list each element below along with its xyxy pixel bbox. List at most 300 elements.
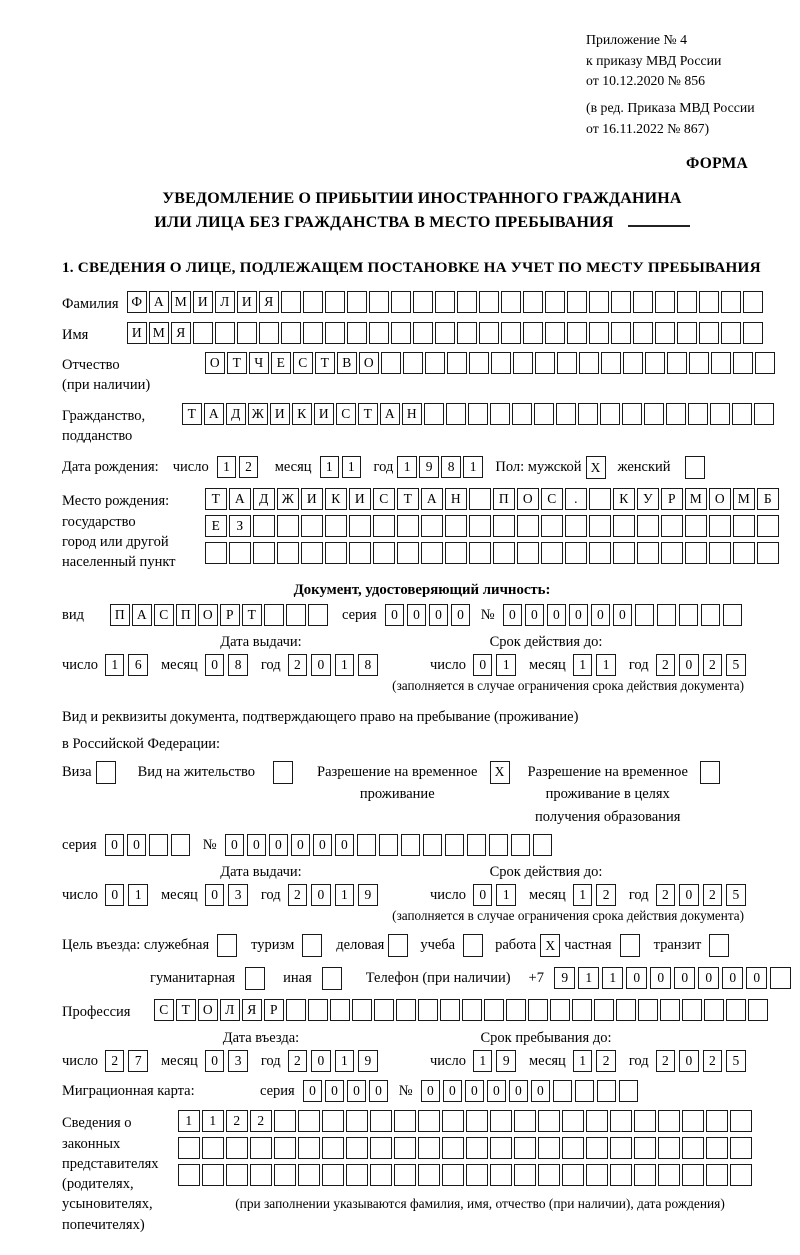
char-cell[interactable]: 0: [421, 1080, 441, 1102]
char-cell[interactable]: 0: [679, 654, 699, 676]
char-cell[interactable]: С: [541, 488, 563, 510]
char-cell[interactable]: [597, 1080, 617, 1102]
char-cell[interactable]: 0: [311, 1050, 331, 1072]
char-cell[interactable]: [303, 291, 323, 313]
char-cell[interactable]: 0: [205, 1050, 225, 1072]
char-cell[interactable]: [748, 999, 768, 1021]
char-cell[interactable]: М: [149, 322, 169, 344]
char-cell[interactable]: [538, 1137, 560, 1159]
char-cell[interactable]: [578, 403, 598, 425]
char-cell[interactable]: [298, 1137, 320, 1159]
char-cell[interactable]: [523, 322, 543, 344]
char-cell[interactable]: [226, 1137, 248, 1159]
char-cell[interactable]: [302, 934, 322, 957]
char-cell[interactable]: [286, 999, 306, 1021]
char-cell[interactable]: [635, 604, 655, 626]
char-cell[interactable]: [586, 1164, 608, 1186]
char-cell[interactable]: 6: [128, 654, 148, 676]
char-cell[interactable]: Ф: [127, 291, 147, 313]
char-cell[interactable]: 1: [573, 1050, 593, 1072]
char-cell[interactable]: 0: [473, 654, 493, 676]
char-cell[interactable]: Т: [176, 999, 196, 1021]
char-cell[interactable]: [479, 291, 499, 313]
char-cell[interactable]: [462, 999, 482, 1021]
char-cell[interactable]: [277, 515, 299, 537]
char-cell[interactable]: В: [337, 352, 357, 374]
char-cell[interactable]: [610, 1137, 632, 1159]
char-cell[interactable]: [657, 604, 677, 626]
char-cell[interactable]: [589, 322, 609, 344]
char-cell[interactable]: 0: [407, 604, 427, 626]
char-cell[interactable]: [298, 1164, 320, 1186]
char-cell[interactable]: О: [198, 604, 218, 626]
char-cell[interactable]: Н: [402, 403, 422, 425]
char-cell[interactable]: [557, 352, 577, 374]
char-cell[interactable]: 0: [487, 1080, 507, 1102]
char-cell[interactable]: 0: [674, 967, 696, 989]
char-cell[interactable]: Т: [242, 604, 262, 626]
char-cell[interactable]: [677, 291, 697, 313]
char-cell[interactable]: 2: [656, 884, 676, 906]
char-cell[interactable]: [579, 352, 599, 374]
char-cell[interactable]: 0: [313, 834, 333, 856]
char-cell[interactable]: [469, 488, 491, 510]
char-cell[interactable]: [357, 834, 377, 856]
char-cell[interactable]: А: [132, 604, 152, 626]
char-cell[interactable]: 2: [656, 1050, 676, 1072]
char-cell[interactable]: [723, 604, 743, 626]
char-cell[interactable]: [217, 934, 237, 957]
char-cell[interactable]: 1: [335, 1050, 355, 1072]
char-cell[interactable]: [594, 999, 614, 1021]
char-cell[interactable]: [726, 999, 746, 1021]
char-cell[interactable]: [325, 322, 345, 344]
char-cell[interactable]: И: [237, 291, 257, 313]
char-cell[interactable]: [611, 322, 631, 344]
char-cell[interactable]: 3: [228, 1050, 248, 1072]
char-cell[interactable]: [685, 542, 707, 564]
char-cell[interactable]: [634, 1137, 656, 1159]
char-cell[interactable]: [490, 1137, 512, 1159]
char-cell[interactable]: [424, 403, 444, 425]
char-cell[interactable]: [490, 403, 510, 425]
char-cell[interactable]: [373, 515, 395, 537]
char-cell[interactable]: [682, 1110, 704, 1132]
char-cell[interactable]: И: [301, 488, 323, 510]
char-cell[interactable]: [677, 322, 697, 344]
char-cell[interactable]: [397, 515, 419, 537]
char-cell[interactable]: Т: [205, 488, 227, 510]
char-cell[interactable]: С: [154, 604, 174, 626]
char-cell[interactable]: [370, 1164, 392, 1186]
char-cell[interactable]: [634, 1164, 656, 1186]
char-cell[interactable]: [418, 1110, 440, 1132]
char-cell[interactable]: [600, 403, 620, 425]
char-cell[interactable]: 0: [205, 654, 225, 676]
char-cell[interactable]: 9: [496, 1050, 516, 1072]
char-cell[interactable]: И: [127, 322, 147, 344]
char-cell[interactable]: [178, 1137, 200, 1159]
char-cell[interactable]: [682, 1137, 704, 1159]
char-cell[interactable]: [721, 291, 741, 313]
char-cell[interactable]: Т: [182, 403, 202, 425]
char-cell[interactable]: [730, 1137, 752, 1159]
char-cell[interactable]: [709, 515, 731, 537]
char-cell[interactable]: К: [613, 488, 635, 510]
char-cell[interactable]: [743, 291, 763, 313]
char-cell[interactable]: 1: [573, 884, 593, 906]
char-cell[interactable]: 0: [679, 1050, 699, 1072]
char-cell[interactable]: 0: [650, 967, 672, 989]
char-cell[interactable]: [281, 291, 301, 313]
char-cell[interactable]: М: [685, 488, 707, 510]
char-cell[interactable]: [446, 403, 466, 425]
char-cell[interactable]: 9: [554, 967, 576, 989]
char-cell[interactable]: 9: [358, 1050, 378, 1072]
char-cell[interactable]: К: [292, 403, 312, 425]
char-cell[interactable]: 1: [320, 456, 340, 478]
char-cell[interactable]: [711, 352, 731, 374]
char-cell[interactable]: [658, 1137, 680, 1159]
char-cell[interactable]: [308, 999, 328, 1021]
char-cell[interactable]: [633, 291, 653, 313]
char-cell[interactable]: [490, 1164, 512, 1186]
purpose-official-checkbox[interactable]: [217, 934, 237, 957]
char-cell[interactable]: [442, 1137, 464, 1159]
char-cell[interactable]: 0: [679, 884, 699, 906]
char-cell[interactable]: [325, 542, 347, 564]
char-cell[interactable]: [682, 1164, 704, 1186]
purpose-work-checkbox[interactable]: [540, 934, 560, 957]
char-cell[interactable]: 2: [288, 1050, 308, 1072]
char-cell[interactable]: [706, 1164, 728, 1186]
char-cell[interactable]: [501, 291, 521, 313]
char-cell[interactable]: [435, 291, 455, 313]
char-cell[interactable]: [689, 352, 709, 374]
char-cell[interactable]: 2: [105, 1050, 125, 1072]
char-cell[interactable]: 2: [703, 654, 723, 676]
char-cell[interactable]: [730, 1110, 752, 1132]
char-cell[interactable]: [202, 1137, 224, 1159]
char-cell[interactable]: [369, 322, 389, 344]
char-cell[interactable]: 0: [722, 967, 744, 989]
char-cell[interactable]: [514, 1110, 536, 1132]
char-cell[interactable]: [374, 999, 394, 1021]
char-cell[interactable]: [466, 1137, 488, 1159]
char-cell[interactable]: 1: [335, 654, 355, 676]
char-cell[interactable]: [281, 322, 301, 344]
char-cell[interactable]: Ж: [248, 403, 268, 425]
char-cell[interactable]: [550, 999, 570, 1021]
char-cell[interactable]: 0: [746, 967, 768, 989]
char-cell[interactable]: 2: [288, 654, 308, 676]
char-cell[interactable]: [562, 1110, 584, 1132]
char-cell[interactable]: 1: [596, 654, 616, 676]
char-cell[interactable]: 0: [503, 604, 523, 626]
char-cell[interactable]: [264, 604, 284, 626]
char-cell[interactable]: [528, 999, 548, 1021]
char-cell[interactable]: [245, 967, 265, 990]
char-cell[interactable]: [660, 999, 680, 1021]
char-cell[interactable]: 1: [578, 967, 600, 989]
char-cell[interactable]: [633, 322, 653, 344]
char-cell[interactable]: [250, 1164, 272, 1186]
char-cell[interactable]: 1: [496, 654, 516, 676]
char-cell[interactable]: 0: [369, 1080, 389, 1102]
char-cell[interactable]: [96, 761, 116, 784]
char-cell[interactable]: 0: [569, 604, 589, 626]
char-cell[interactable]: [215, 322, 235, 344]
char-cell[interactable]: Р: [661, 488, 683, 510]
char-cell[interactable]: [352, 999, 372, 1021]
char-cell[interactable]: [721, 322, 741, 344]
char-cell[interactable]: 1: [397, 456, 417, 478]
char-cell[interactable]: [435, 322, 455, 344]
char-cell[interactable]: [619, 1080, 639, 1102]
char-cell[interactable]: [322, 1164, 344, 1186]
char-cell[interactable]: [369, 291, 389, 313]
char-cell[interactable]: [445, 515, 467, 537]
char-cell[interactable]: 0: [443, 1080, 463, 1102]
char-cell[interactable]: [325, 291, 345, 313]
char-cell[interactable]: [514, 1164, 536, 1186]
temp-residence-edu-checkbox[interactable]: [700, 761, 720, 784]
char-cell[interactable]: [730, 1164, 752, 1186]
char-cell[interactable]: [685, 456, 705, 479]
char-cell[interactable]: 2: [226, 1110, 248, 1132]
char-cell[interactable]: [562, 1164, 584, 1186]
char-cell[interactable]: [322, 1137, 344, 1159]
char-cell[interactable]: 0: [291, 834, 311, 856]
char-cell[interactable]: 0: [205, 884, 225, 906]
char-cell[interactable]: [301, 542, 323, 564]
char-cell[interactable]: 9: [419, 456, 439, 478]
char-cell[interactable]: 1: [342, 456, 362, 478]
char-cell[interactable]: 0: [525, 604, 545, 626]
char-cell[interactable]: А: [149, 291, 169, 313]
purpose-business-checkbox[interactable]: [388, 934, 408, 957]
char-cell[interactable]: [308, 604, 328, 626]
char-cell[interactable]: [347, 322, 367, 344]
char-cell[interactable]: [533, 834, 553, 856]
char-cell[interactable]: 0: [465, 1080, 485, 1102]
char-cell[interactable]: 5: [726, 1050, 746, 1072]
char-cell[interactable]: [623, 352, 643, 374]
char-cell[interactable]: 1: [602, 967, 624, 989]
char-cell[interactable]: 1: [202, 1110, 224, 1132]
char-cell[interactable]: [562, 1137, 584, 1159]
char-cell[interactable]: [666, 403, 686, 425]
char-cell[interactable]: [575, 1080, 595, 1102]
char-cell[interactable]: [479, 322, 499, 344]
char-cell[interactable]: [541, 515, 563, 537]
char-cell[interactable]: [685, 515, 707, 537]
char-cell[interactable]: 1: [463, 456, 483, 478]
char-cell[interactable]: [556, 403, 576, 425]
char-cell[interactable]: [346, 1164, 368, 1186]
char-cell[interactable]: [237, 322, 257, 344]
char-cell[interactable]: [655, 322, 675, 344]
char-cell[interactable]: [425, 352, 445, 374]
char-cell[interactable]: [413, 291, 433, 313]
char-cell[interactable]: [466, 1164, 488, 1186]
char-cell[interactable]: X: [586, 456, 606, 479]
char-cell[interactable]: 0: [105, 884, 125, 906]
char-cell[interactable]: М: [171, 291, 191, 313]
char-cell[interactable]: [397, 542, 419, 564]
char-cell[interactable]: [679, 604, 699, 626]
char-cell[interactable]: О: [205, 352, 225, 374]
char-cell[interactable]: [346, 1137, 368, 1159]
char-cell[interactable]: [616, 999, 636, 1021]
char-cell[interactable]: [567, 322, 587, 344]
char-cell[interactable]: [349, 542, 371, 564]
char-cell[interactable]: Я: [259, 291, 279, 313]
residence-permit-checkbox[interactable]: [273, 761, 293, 784]
char-cell[interactable]: [501, 322, 521, 344]
char-cell[interactable]: [388, 934, 408, 957]
char-cell[interactable]: [513, 352, 533, 374]
char-cell[interactable]: 2: [656, 654, 676, 676]
char-cell[interactable]: [565, 542, 587, 564]
char-cell[interactable]: 0: [591, 604, 611, 626]
char-cell[interactable]: А: [421, 488, 443, 510]
char-cell[interactable]: [538, 1110, 560, 1132]
char-cell[interactable]: [586, 1110, 608, 1132]
char-cell[interactable]: [440, 999, 460, 1021]
purpose-study-checkbox[interactable]: [463, 934, 483, 957]
char-cell[interactable]: [303, 322, 323, 344]
char-cell[interactable]: 5: [726, 654, 746, 676]
char-cell[interactable]: Я: [171, 322, 191, 344]
char-cell[interactable]: Л: [215, 291, 235, 313]
char-cell[interactable]: [370, 1137, 392, 1159]
char-cell[interactable]: 0: [269, 834, 289, 856]
char-cell[interactable]: О: [517, 488, 539, 510]
char-cell[interactable]: [589, 291, 609, 313]
char-cell[interactable]: [467, 834, 487, 856]
char-cell[interactable]: [274, 1110, 296, 1132]
char-cell[interactable]: [277, 542, 299, 564]
char-cell[interactable]: [637, 542, 659, 564]
char-cell[interactable]: 0: [473, 884, 493, 906]
char-cell[interactable]: Д: [226, 403, 246, 425]
char-cell[interactable]: [490, 1110, 512, 1132]
char-cell[interactable]: Л: [220, 999, 240, 1021]
char-cell[interactable]: И: [193, 291, 213, 313]
char-cell[interactable]: [445, 834, 465, 856]
char-cell[interactable]: И: [270, 403, 290, 425]
char-cell[interactable]: [171, 834, 191, 856]
char-cell[interactable]: [655, 291, 675, 313]
char-cell[interactable]: [754, 403, 774, 425]
char-cell[interactable]: С: [336, 403, 356, 425]
char-cell[interactable]: Р: [264, 999, 284, 1021]
char-cell[interactable]: У: [637, 488, 659, 510]
char-cell[interactable]: Т: [227, 352, 247, 374]
char-cell[interactable]: 1: [573, 654, 593, 676]
char-cell[interactable]: М: [733, 488, 755, 510]
char-cell[interactable]: [733, 515, 755, 537]
char-cell[interactable]: 0: [347, 1080, 367, 1102]
char-cell[interactable]: [330, 999, 350, 1021]
char-cell[interactable]: 8: [441, 456, 461, 478]
char-cell[interactable]: 0: [311, 654, 331, 676]
purpose-tourism-checkbox[interactable]: [302, 934, 322, 957]
char-cell[interactable]: [545, 322, 565, 344]
char-cell[interactable]: 0: [311, 884, 331, 906]
char-cell[interactable]: [534, 403, 554, 425]
char-cell[interactable]: [445, 542, 467, 564]
char-cell[interactable]: [565, 515, 587, 537]
char-cell[interactable]: [259, 322, 279, 344]
char-cell[interactable]: [535, 352, 555, 374]
char-cell[interactable]: [770, 967, 792, 989]
char-cell[interactable]: [381, 352, 401, 374]
char-cell[interactable]: [442, 1164, 464, 1186]
sex-female-checkbox[interactable]: [685, 456, 705, 479]
char-cell[interactable]: [466, 1110, 488, 1132]
char-cell[interactable]: [274, 1164, 296, 1186]
char-cell[interactable]: [394, 1164, 416, 1186]
char-cell[interactable]: [253, 542, 275, 564]
char-cell[interactable]: [178, 1164, 200, 1186]
char-cell[interactable]: 0: [626, 967, 648, 989]
char-cell[interactable]: X: [540, 934, 560, 957]
char-cell[interactable]: И: [314, 403, 334, 425]
char-cell[interactable]: [637, 515, 659, 537]
char-cell[interactable]: [447, 352, 467, 374]
char-cell[interactable]: [193, 322, 213, 344]
char-cell[interactable]: [301, 515, 323, 537]
char-cell[interactable]: [512, 403, 532, 425]
char-cell[interactable]: .: [565, 488, 587, 510]
char-cell[interactable]: [699, 291, 719, 313]
char-cell[interactable]: [733, 542, 755, 564]
char-cell[interactable]: [274, 1137, 296, 1159]
char-cell[interactable]: А: [380, 403, 400, 425]
char-cell[interactable]: 0: [613, 604, 633, 626]
char-cell[interactable]: [572, 999, 592, 1021]
char-cell[interactable]: 7: [128, 1050, 148, 1072]
char-cell[interactable]: 0: [105, 834, 125, 856]
char-cell[interactable]: [346, 1110, 368, 1132]
char-cell[interactable]: [733, 352, 753, 374]
char-cell[interactable]: П: [110, 604, 130, 626]
char-cell[interactable]: [325, 515, 347, 537]
char-cell[interactable]: 1: [496, 884, 516, 906]
char-cell[interactable]: 1: [105, 654, 125, 676]
char-cell[interactable]: [469, 352, 489, 374]
char-cell[interactable]: [682, 999, 702, 1021]
char-cell[interactable]: 0: [225, 834, 245, 856]
char-cell[interactable]: Ж: [277, 488, 299, 510]
char-cell[interactable]: [589, 542, 611, 564]
char-cell[interactable]: [567, 291, 587, 313]
char-cell[interactable]: С: [373, 488, 395, 510]
char-cell[interactable]: 0: [509, 1080, 529, 1102]
char-cell[interactable]: [298, 1110, 320, 1132]
char-cell[interactable]: 8: [228, 654, 248, 676]
char-cell[interactable]: [541, 542, 563, 564]
char-cell[interactable]: [394, 1137, 416, 1159]
char-cell[interactable]: 9: [358, 884, 378, 906]
char-cell[interactable]: С: [293, 352, 313, 374]
char-cell[interactable]: [493, 515, 515, 537]
char-cell[interactable]: [757, 515, 779, 537]
char-cell[interactable]: [661, 515, 683, 537]
char-cell[interactable]: Р: [220, 604, 240, 626]
